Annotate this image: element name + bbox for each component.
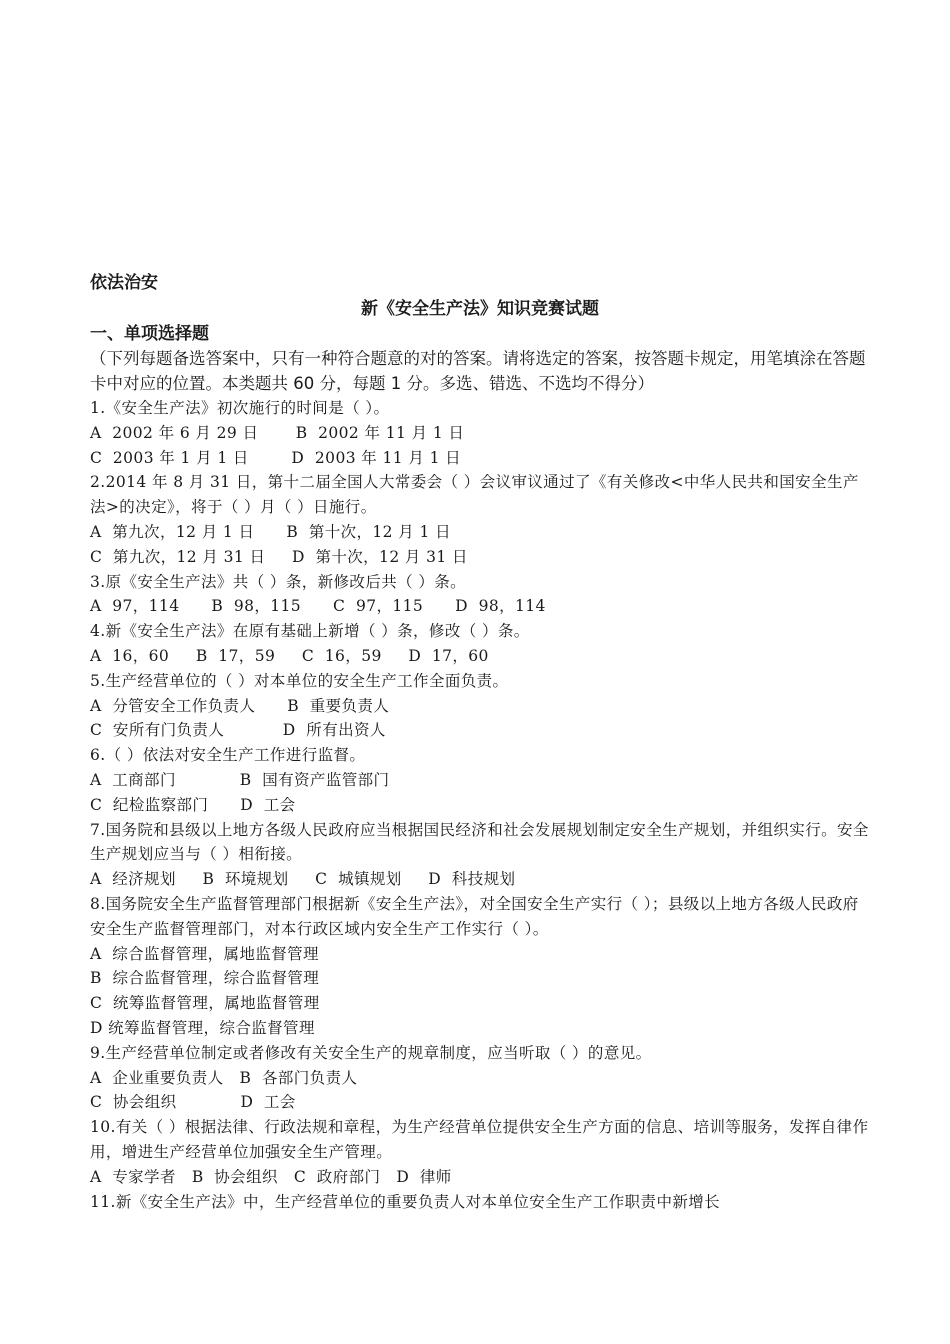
question-text: 7.国务院和县级以上地方各级人民政府应当根据国民经济和社会发展规划制定安全生产规划，并组织实行。安全生产规划应当与（ ）相衔接。 <box>90 820 869 864</box>
question-list <box>90 396 870 1214</box>
document-page <box>90 270 870 1214</box>
question-text: 5.生产经营单位的（ ）对本单位的安全生产工作全面负责。 <box>90 671 509 690</box>
answer-options: C 安所有门负责人 D 所有出资人 <box>90 721 386 740</box>
question-text: 11.新《安全生产法》中，生产经营单位的重要负责人对本单位安全生产工作职责中新增长 <box>90 1192 721 1211</box>
answer-options: D 统筹监督管理，综合监督管理 <box>90 1018 315 1037</box>
instructions: （下列每题备选答案中，只有一种符合题意的对的答案。请将选定的答案，按答题卡规定，用笔填涂在答题卡中对应的位置。本类题共 60 分，每题 1 分。多选、错选、不选均不得分） <box>90 349 866 393</box>
answer-options: C 2003 年 1 月 1 日 D 2003 年 11 月 1 日 <box>90 448 462 467</box>
answer-options: A 综合监督管理，属地监督管理 <box>90 944 319 963</box>
answer-options: C 协会组织 D 工会 <box>90 1093 296 1112</box>
question-text: 2.2014 年 8 月 31 日，第十二届全国人大常委会（ ）会议审议通过了《有关修改<中华人民共和国安全生产法>的决定》，将于（ ）月（ ）日施行。 <box>90 473 859 517</box>
question-text: 9.生产经营单位制定或者修改有关安全生产的规章制度，应当听取（ ）的意见。 <box>90 1043 652 1062</box>
question-text: 6.（ ）依法对安全生产工作进行监督。 <box>90 746 366 765</box>
answer-options: A 2002 年 6 月 29 日 B 2002 年 11 月 1 日 <box>90 423 465 442</box>
doc-title: 新《安全生产法》知识竞赛试题 <box>361 299 599 319</box>
answer-options: A 16，60 B 17，59 C 16，59 D 17，60 <box>90 646 489 665</box>
answer-options: A 工商部门 B 国有资产监管部门 <box>90 770 390 789</box>
answer-options: A 专家学者 B 协会组织 C 政府部门 D 律师 <box>90 1167 452 1186</box>
section-title: 一、单项选择题 <box>90 324 209 344</box>
answer-options: A 分管安全工作负责人 B 重要负责人 <box>90 696 390 715</box>
question-text: 8.国务院安全生产监督管理部门根据新《安全生产法》，对全国安全生产实行（ ）；县级以上地方各级人民政府安全生产监督管理部门，对本行政区域内安全生产工作实行（ ）。 <box>90 894 859 938</box>
answer-options: A 97，114 B 98，115 C 97，115 D 98，114 <box>90 597 546 616</box>
answer-options: A 经济规划 B 环境规划 C 城镇规划 D 科技规划 <box>90 870 516 889</box>
question-text: 10.有关（ ）根据法律、行政法规和章程，为生产经营单位提供安全生产方面的信息、培训等服务，发挥自律作用，增进生产经营单位加强安全生产管理。 <box>90 1118 869 1161</box>
question-text: 1.《安全生产法》初次施行的时间是（ ）。 <box>90 399 390 417</box>
answer-options: A 第九次，12 月 1 日 B 第十次，12 月 1 日 <box>90 522 451 541</box>
answer-options: A 企业重要负责人 B 各部门负责人 <box>90 1068 358 1087</box>
answer-options: C 纪检监察部门 D 工会 <box>90 795 296 814</box>
doc-heading: 依法治安 <box>90 273 158 293</box>
answer-options: C 第九次，12 月 31 日 D 第十次，12 月 31 日 <box>90 547 468 566</box>
answer-options: C 统筹监督管理，属地监督管理 <box>90 994 320 1013</box>
question-text: 4.新《安全生产法》在原有基础上新增（ ）条，修改（ ）条。 <box>90 622 530 641</box>
answer-options: B 综合监督管理，综合监督管理 <box>90 969 320 988</box>
question-text: 3.原《安全生产法》共（ ）条，新修改后共（ ）条。 <box>90 572 467 591</box>
